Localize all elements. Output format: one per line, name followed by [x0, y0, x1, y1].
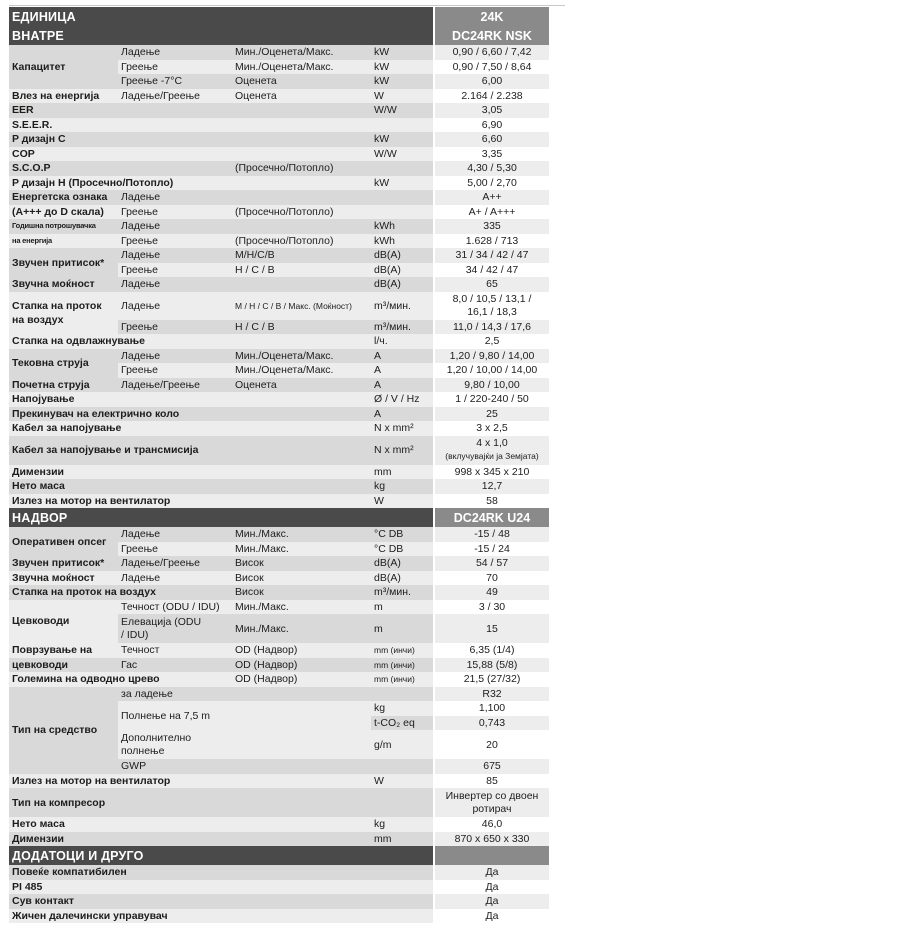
- cell-condition: M/H/C/B: [232, 248, 371, 263]
- top-rule: [9, 5, 565, 6]
- row-label: Нето маса: [9, 479, 371, 494]
- cell-value: 9,80 / 10,00: [435, 378, 549, 393]
- cell-value: 675: [435, 759, 549, 774]
- cell-value: 15,88 (5/8): [435, 658, 549, 673]
- cell-mode: Ладење: [118, 277, 232, 292]
- accessories-section-title: ДОДАТОЦИ И ДРУГО: [9, 846, 433, 865]
- table-row: [9, 190, 549, 205]
- cell-unit: W: [371, 774, 433, 789]
- cell-value: 870 x 650 x 330: [435, 832, 549, 847]
- cell-unit: A: [371, 363, 433, 378]
- row-label: Енергетска ознака: [9, 190, 118, 205]
- table-row: [9, 600, 549, 615]
- table-row: [9, 176, 549, 191]
- row-label: PI 485: [9, 880, 433, 895]
- cell-value: 0,743: [435, 716, 549, 731]
- row-label: Нето маса: [9, 817, 371, 832]
- row-label: Големина на одводно црево: [9, 672, 232, 687]
- indoor-header-row: [9, 26, 549, 45]
- table-row: [9, 334, 549, 349]
- cell-value: 6,35 (1/4): [435, 643, 549, 658]
- cell-value: 0,90 / 6,60 / 7,42: [435, 45, 549, 60]
- cell-value: 998 x 345 x 210: [435, 465, 549, 480]
- row-label: Жичен далечински управувач: [9, 909, 433, 924]
- cell-condition: Оценета: [232, 89, 371, 104]
- table-row: [9, 161, 549, 176]
- cell-unit: °C DB: [371, 527, 433, 542]
- cell-unit: dB(A): [371, 277, 433, 292]
- cell-condition: (Просечно/Потопло): [232, 205, 371, 220]
- row-label: Звучен притисок*: [9, 248, 118, 277]
- row-label: Влез на енергија: [9, 89, 118, 104]
- cell-value: 4,30 / 5,30: [435, 161, 549, 176]
- cell-unit: kg: [371, 479, 433, 494]
- cell-mode: Течност: [118, 643, 232, 658]
- cell-value: Да: [435, 865, 549, 880]
- table-row: [9, 277, 549, 292]
- cell-condition: OD (Надвор): [232, 643, 371, 658]
- cell-unit: mm: [371, 832, 433, 847]
- table-row: [9, 894, 549, 909]
- cell-unit: m³/мин.: [371, 585, 433, 600]
- cell-unit: mm (инчи): [371, 643, 433, 658]
- cell-value: 3 x 2,5: [435, 421, 549, 436]
- cell-value: 1,100: [435, 701, 549, 716]
- cell-unit: kW: [371, 74, 433, 89]
- cell-mode: Ладење: [118, 292, 232, 320]
- cell-condition: OD (Надвор): [232, 672, 371, 687]
- cell-value: 1,20 / 10,00 / 14,00: [435, 363, 549, 378]
- cell-value: 6,00: [435, 74, 549, 89]
- cell-unit: l/ч.: [371, 334, 433, 349]
- cell-unit: Ø / V / Hz: [371, 392, 433, 407]
- cell-value: 54 / 57: [435, 556, 549, 571]
- cell-value: 3,35: [435, 147, 549, 162]
- cell-value: 11,0 / 14,3 / 17,6: [435, 320, 549, 335]
- cell-value: 4 x 1,0 (вклучувајќи ја Земјата): [435, 436, 549, 465]
- cell-mode: Гас: [118, 658, 232, 673]
- cell-unit: N x mm²: [371, 421, 433, 436]
- cell-value: 46,0: [435, 817, 549, 832]
- row-label: Кабел за напојување и трансмисија: [9, 436, 371, 465]
- cell-mode: Греење -7°C: [118, 74, 232, 89]
- table-row: [9, 832, 549, 847]
- cell-unit: kWh: [371, 234, 433, 249]
- table-row: [9, 132, 549, 147]
- table-row: [9, 465, 549, 480]
- cell-value: 25: [435, 407, 549, 422]
- cell-unit: kg: [371, 817, 433, 832]
- row-label: на енергија: [9, 234, 118, 249]
- cell-value: 6,90: [435, 118, 549, 133]
- cell-condition: Мин./Оценета/Макс.: [232, 363, 371, 378]
- cell-unit: A: [371, 349, 433, 364]
- cell-value: 49: [435, 585, 549, 600]
- accessories-header-row: [9, 846, 549, 865]
- cell-value: 31 / 34 / 42 / 47: [435, 248, 549, 263]
- row-label: Стапка на одвлажнување: [9, 334, 371, 349]
- cell-unit: W/W: [371, 103, 433, 118]
- cell-condition: Висок: [232, 585, 371, 600]
- table-row: [9, 436, 549, 465]
- cell-mode: Ладење: [118, 219, 232, 234]
- table-row: [9, 421, 549, 436]
- cell-value: 0,90 / 7,50 / 8,64: [435, 60, 549, 75]
- cell-unit: A: [371, 407, 433, 422]
- cell-unit: kW: [371, 60, 433, 75]
- cell-unit: kWh: [371, 219, 433, 234]
- cell-value: 12,7: [435, 479, 549, 494]
- cell-value: 21,5 (27/32): [435, 672, 549, 687]
- cell-mode: Греење: [118, 205, 232, 220]
- cell-condition: Висок: [232, 556, 371, 571]
- cell-value: 1 / 220-240 / 50: [435, 392, 549, 407]
- cell-value: 335: [435, 219, 549, 234]
- row-label: цевководи: [9, 658, 118, 673]
- cell-mode: Греење: [118, 263, 232, 278]
- table-row: [9, 147, 549, 162]
- table-row: [9, 909, 549, 924]
- cell-unit: m: [371, 600, 433, 615]
- cell-mode: Ладење/Греење: [118, 89, 232, 104]
- indoor-model: DC24RK NSK: [435, 26, 549, 45]
- spec-table: [9, 7, 549, 923]
- cell-mode: Полнење на 7,5 m: [118, 701, 371, 730]
- cell-unit: kW: [371, 132, 433, 147]
- cell-condition: H / C / B: [232, 320, 371, 335]
- cell-unit: W: [371, 89, 433, 104]
- cell-mode: Ладење: [118, 571, 232, 586]
- cell-condition: Мин./Макс.: [232, 600, 371, 615]
- cell-mode: за ладење: [118, 687, 232, 702]
- table-row: [9, 788, 549, 817]
- table-row: [9, 378, 549, 393]
- row-label: Димензии: [9, 465, 371, 480]
- outdoor-model: DC24RK U24: [435, 508, 549, 527]
- row-label: Тип на компресор: [9, 788, 371, 817]
- cell-value: 2,5: [435, 334, 549, 349]
- cell-mode: Греење: [118, 234, 232, 249]
- row-label: Звучна моќност: [9, 571, 118, 586]
- cell-condition: Оценета: [232, 378, 371, 393]
- cell-mode: Дополнително полнење: [118, 730, 232, 759]
- cell-condition: Мин./Оценета/Макс.: [232, 45, 371, 60]
- row-label: Звучен притисок*: [9, 556, 118, 571]
- row-label: Сув контакт: [9, 894, 433, 909]
- cell-mode: Ладење/Греење: [118, 378, 232, 393]
- cell-mode: Течност (ODU / IDU): [118, 600, 232, 615]
- unit-header-label: ЕДИНИЦА: [9, 7, 433, 26]
- cell-condition: Оценета: [232, 74, 371, 89]
- accessories-header-blank: [435, 846, 549, 865]
- row-label: Кабел за напојување: [9, 421, 371, 436]
- table-row: [9, 687, 549, 702]
- row-label: Излез на мотор на вентилатор: [9, 494, 371, 509]
- table-row: [9, 45, 549, 60]
- cell-value: 85: [435, 774, 549, 789]
- table-row: [9, 865, 549, 880]
- cell-mode: Греење: [118, 542, 232, 557]
- cell-condition: H / C / B: [232, 263, 371, 278]
- cell-value: Да: [435, 894, 549, 909]
- cell-mode: GWP: [118, 759, 232, 774]
- cell-value: 70: [435, 571, 549, 586]
- cell-value: Да: [435, 909, 549, 924]
- cell-value: 20: [435, 730, 549, 759]
- cell-value: Да: [435, 880, 549, 895]
- cell-unit: °C DB: [371, 542, 433, 557]
- cell-condition: (Просечно/Потопло): [232, 234, 371, 249]
- cell-unit: kW: [371, 176, 433, 191]
- row-label: Поврзување на: [9, 643, 118, 658]
- cell-value: Инвертер со двоен ротирач: [435, 788, 549, 817]
- cell-value: 1.628 / 713: [435, 234, 549, 249]
- row-label: Оперативен опсег: [9, 527, 118, 556]
- cell-unit: t-CO₂ eq: [371, 716, 433, 731]
- cell-value: 15: [435, 614, 549, 643]
- cell-value: 1,20 / 9,80 / 14,00: [435, 349, 549, 364]
- indoor-section-title: ВНАТРЕ: [9, 26, 433, 45]
- cell-mode: Ладење: [118, 349, 232, 364]
- cell-condition: Мин./Макс.: [232, 542, 371, 557]
- row-label: Излез на мотор на вентилатор: [9, 774, 371, 789]
- cell-mode: Ладење: [118, 190, 232, 205]
- cell-unit: mm: [371, 465, 433, 480]
- cell-mode: Ладење: [118, 527, 232, 542]
- cell-value: 34 / 42 / 47: [435, 263, 549, 278]
- table-row: [9, 248, 549, 263]
- table-row: [9, 658, 549, 673]
- row-label: Стапка на проток на воздух: [9, 585, 232, 600]
- row-label: P дизајн C: [9, 132, 118, 147]
- row-label: Стапка на проток на воздух: [9, 292, 118, 335]
- row-label: S.E.E.R.: [9, 118, 118, 133]
- table-row: [9, 479, 549, 494]
- cell-condition: Мин./Оценета/Макс.: [232, 349, 371, 364]
- outdoor-header-row: [9, 508, 549, 527]
- cell-condition: M / H / C / B / Макс. (Моќност): [232, 292, 371, 320]
- row-label: S.C.O.P: [9, 161, 118, 176]
- table-row: [9, 585, 549, 600]
- cell-unit: mm (инчи): [371, 672, 433, 687]
- table-row: [9, 571, 549, 586]
- outdoor-section-title: НАДВОР: [9, 508, 433, 527]
- cell-condition: OD (Надвор): [232, 658, 371, 673]
- cell-unit: m³/мин.: [371, 320, 433, 335]
- row-label: Годишна потрошувачка: [9, 219, 118, 234]
- cell-value: R32: [435, 687, 549, 702]
- table-row: [9, 292, 549, 320]
- cell-unit: mm (инчи): [371, 658, 433, 673]
- table-row: [9, 219, 549, 234]
- cell-value: 6,60: [435, 132, 549, 147]
- cell-mode: Греење: [118, 320, 232, 335]
- cell-mode: Греење: [118, 363, 232, 378]
- table-row: [9, 234, 549, 249]
- row-label: Тековна струја: [9, 349, 118, 378]
- cell-value: -15 / 48: [435, 527, 549, 542]
- table-row: [9, 103, 549, 118]
- cell-unit: m³/мин.: [371, 292, 433, 320]
- cell-mode: Ладење: [118, 45, 232, 60]
- cell-mode: Елевација (ODU / IDU): [118, 614, 232, 643]
- cell-value: -15 / 24: [435, 542, 549, 557]
- cell-value: 65: [435, 277, 549, 292]
- table-row: [9, 349, 549, 364]
- cell-value: 3,05: [435, 103, 549, 118]
- table-row: [9, 527, 549, 542]
- table-row: [9, 880, 549, 895]
- row-label: (A+++ до D скала): [9, 205, 118, 220]
- cell-unit: g/m: [371, 730, 433, 759]
- table-row: [9, 774, 549, 789]
- row-label: Прекинувач на електрично коло: [9, 407, 371, 422]
- cell-value: 58: [435, 494, 549, 509]
- cell-unit: dB(A): [371, 556, 433, 571]
- table-row: [9, 118, 549, 133]
- row-label: P дизајн H (Просечно/Потопло): [9, 176, 371, 191]
- cell-unit: kW: [371, 45, 433, 60]
- cell-unit: N x mm²: [371, 436, 433, 465]
- unit-header-model: 24K: [435, 7, 549, 26]
- row-label: Тип на средство: [9, 687, 118, 774]
- cell-value: A+ / A+++: [435, 205, 549, 220]
- table-row: [9, 672, 549, 687]
- row-label: Напојување: [9, 392, 371, 407]
- table-row: [9, 817, 549, 832]
- table-row: [9, 494, 549, 509]
- table-row: [9, 205, 549, 220]
- cell-unit: kg: [371, 701, 433, 716]
- cell-value: 2.164 / 2.238: [435, 89, 549, 104]
- row-label: Звучна моќност: [9, 277, 118, 292]
- cell-value: A++: [435, 190, 549, 205]
- table-row: [9, 392, 549, 407]
- cell-unit: dB(A): [371, 248, 433, 263]
- cell-condition: (Просечно/Потопло): [232, 161, 371, 176]
- row-label: COP: [9, 147, 118, 162]
- cell-value: 5,00 / 2,70: [435, 176, 549, 191]
- row-label: Димензии: [9, 832, 371, 847]
- row-label: Повеќе компатибилен: [9, 865, 433, 880]
- cell-condition: Мин./Макс.: [232, 527, 371, 542]
- row-label: Почетна струја: [9, 378, 118, 393]
- cell-unit: dB(A): [371, 571, 433, 586]
- cell-unit: dB(A): [371, 263, 433, 278]
- cell-value: 3 / 30: [435, 600, 549, 615]
- table-row: [9, 556, 549, 571]
- cell-value: 8,0 / 10,5 / 13,1 / 16,1 / 18,3: [435, 292, 549, 320]
- cell-unit: W/W: [371, 147, 433, 162]
- table-row: [9, 89, 549, 104]
- cell-unit: m: [371, 614, 433, 643]
- table-row: [9, 407, 549, 422]
- cell-mode: Греење: [118, 60, 232, 75]
- cell-mode: Ладење: [118, 248, 232, 263]
- row-label: EER: [9, 103, 118, 118]
- cell-condition: Мин./Оценета/Макс.: [232, 60, 371, 75]
- unit-header-row: [9, 7, 549, 26]
- table-row: [9, 643, 549, 658]
- cell-condition: Висок: [232, 571, 371, 586]
- cell-unit: A: [371, 378, 433, 393]
- cell-mode: Ладење/Греење: [118, 556, 232, 571]
- row-label: Цевководи: [9, 600, 118, 644]
- cell-unit: W: [371, 494, 433, 509]
- cell-condition: Мин./Макс.: [232, 614, 371, 643]
- row-label: Капацитет: [9, 45, 118, 89]
